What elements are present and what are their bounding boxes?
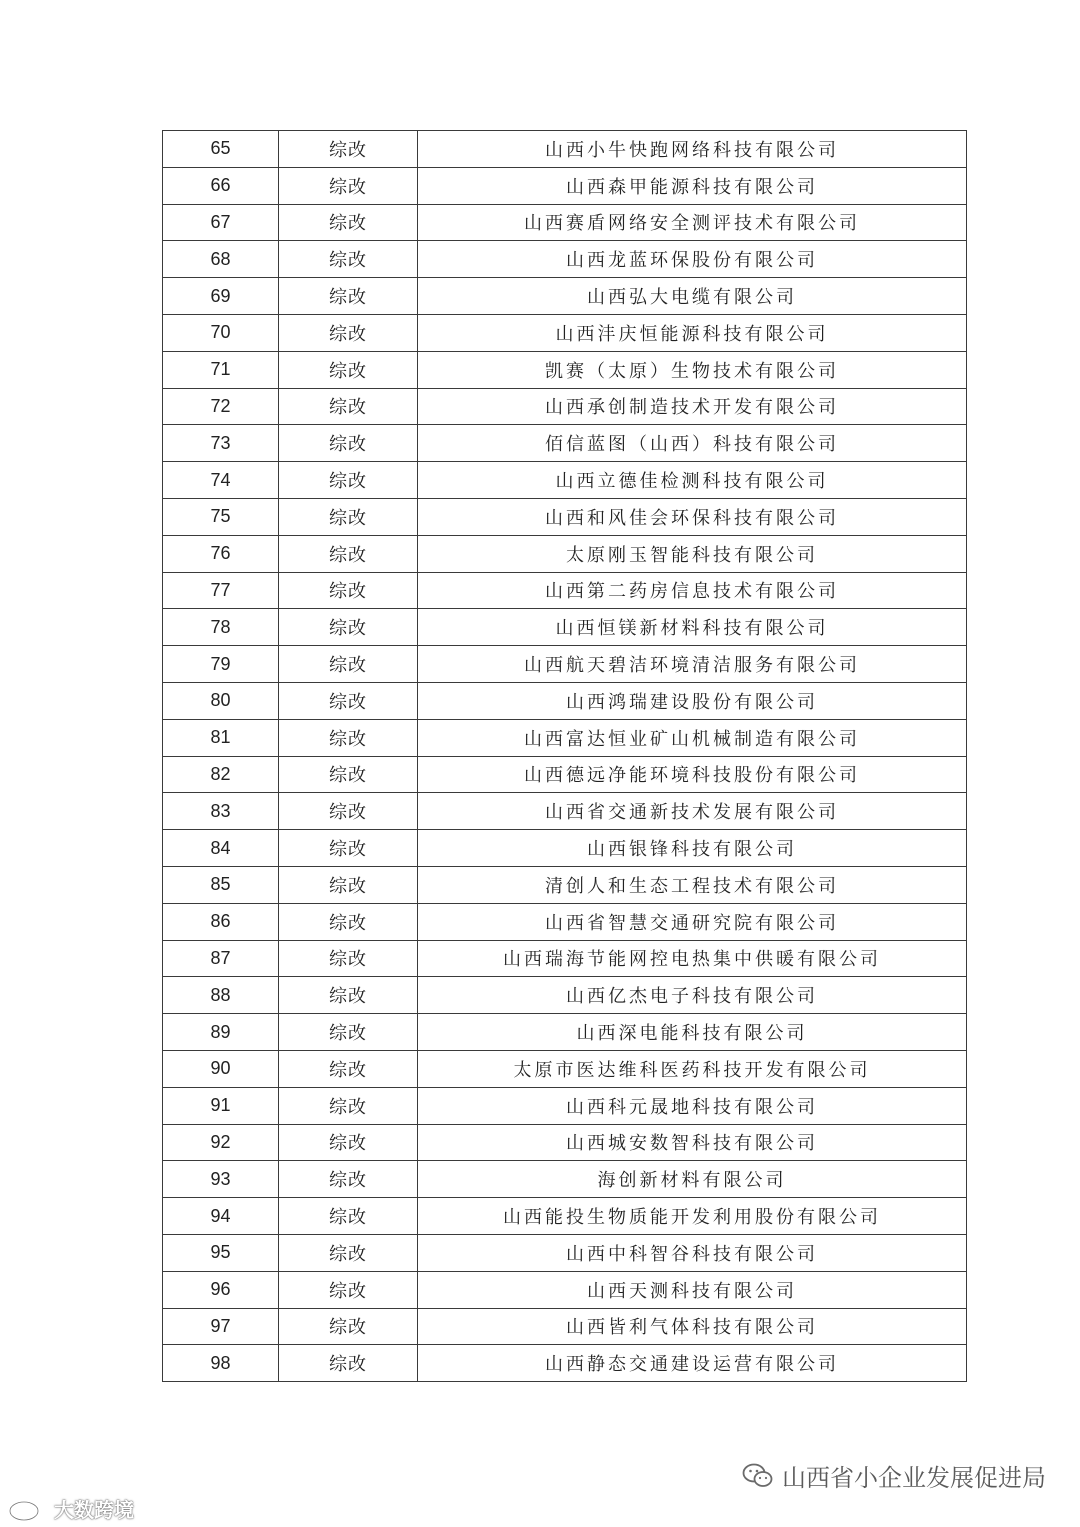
row-number: 97 xyxy=(163,1308,279,1345)
row-category: 综改 xyxy=(279,682,418,719)
table-row xyxy=(163,940,967,977)
row-category: 综改 xyxy=(279,646,418,683)
table-row xyxy=(163,241,967,278)
table-row xyxy=(163,425,967,462)
row-number: 98 xyxy=(163,1345,279,1382)
table-row xyxy=(163,866,967,903)
row-category: 综改 xyxy=(279,1014,418,1051)
row-category: 综改 xyxy=(279,1124,418,1161)
row-company-name: 山西弘大电缆有限公司 xyxy=(418,278,967,315)
row-number: 67 xyxy=(163,204,279,241)
row-category: 综改 xyxy=(279,830,418,867)
table-row xyxy=(163,756,967,793)
row-company-name: 山西龙蓝环保股份有限公司 xyxy=(418,241,967,278)
row-number: 96 xyxy=(163,1271,279,1308)
row-company-name: 清创人和生态工程技术有限公司 xyxy=(418,866,967,903)
row-number: 70 xyxy=(163,314,279,351)
row-company-name: 山西科元晟地科技有限公司 xyxy=(418,1087,967,1124)
table-row xyxy=(163,793,967,830)
row-company-name: 山西深电能科技有限公司 xyxy=(418,1014,967,1051)
row-number: 92 xyxy=(163,1124,279,1161)
row-number: 75 xyxy=(163,498,279,535)
weibo-icon xyxy=(6,1496,50,1522)
table-row xyxy=(163,314,967,351)
table-row xyxy=(163,646,967,683)
row-category: 综改 xyxy=(279,1198,418,1235)
row-category: 综改 xyxy=(279,719,418,756)
table-row xyxy=(163,278,967,315)
row-company-name: 山西瑞海节能网控电热集中供暖有限公司 xyxy=(418,940,967,977)
row-category: 综改 xyxy=(279,1271,418,1308)
row-number: 71 xyxy=(163,351,279,388)
table-row xyxy=(163,1087,967,1124)
row-company-name: 山西森甲能源科技有限公司 xyxy=(418,167,967,204)
table-row xyxy=(163,1345,967,1382)
row-category: 综改 xyxy=(279,425,418,462)
row-company-name: 山西小牛快跑网络科技有限公司 xyxy=(418,131,967,168)
table-row xyxy=(163,977,967,1014)
row-category: 综改 xyxy=(279,866,418,903)
row-category: 综改 xyxy=(279,903,418,940)
row-number: 90 xyxy=(163,1050,279,1087)
row-category: 综改 xyxy=(279,1087,418,1124)
row-company-name: 山西恒镁新材料科技有限公司 xyxy=(418,609,967,646)
row-company-name: 山西立德佳检测科技有限公司 xyxy=(418,462,967,499)
row-number: 87 xyxy=(163,940,279,977)
table-row xyxy=(163,609,967,646)
account-watermark xyxy=(742,1458,1046,1493)
row-company-name: 太原市医达维科医药科技开发有限公司 xyxy=(418,1050,967,1087)
row-number: 91 xyxy=(163,1087,279,1124)
row-number: 84 xyxy=(163,830,279,867)
row-category: 综改 xyxy=(279,351,418,388)
site-watermark xyxy=(6,1494,134,1523)
table-row xyxy=(163,572,967,609)
row-number: 78 xyxy=(163,609,279,646)
table-row xyxy=(163,131,967,168)
row-number: 79 xyxy=(163,646,279,683)
row-company-name: 山西航天碧洁环境清洁服务有限公司 xyxy=(418,646,967,683)
row-category: 综改 xyxy=(279,462,418,499)
row-number: 86 xyxy=(163,903,279,940)
row-category: 综改 xyxy=(279,278,418,315)
row-category: 综改 xyxy=(279,1161,418,1198)
table-row xyxy=(163,830,967,867)
row-company-name: 海创新材料有限公司 xyxy=(418,1161,967,1198)
row-number: 73 xyxy=(163,425,279,462)
row-category: 综改 xyxy=(279,977,418,1014)
row-number: 72 xyxy=(163,388,279,425)
row-category: 综改 xyxy=(279,204,418,241)
row-company-name: 山西亿杰电子科技有限公司 xyxy=(418,977,967,1014)
table-row xyxy=(163,1198,967,1235)
table-row xyxy=(163,1050,967,1087)
table-row xyxy=(163,1308,967,1345)
site-name: 大数跨境 xyxy=(54,1498,134,1522)
table-row xyxy=(163,1161,967,1198)
row-category: 综改 xyxy=(279,167,418,204)
row-company-name: 山西城安数智科技有限公司 xyxy=(418,1124,967,1161)
table-row xyxy=(163,1234,967,1271)
row-category: 综改 xyxy=(279,1345,418,1382)
table-row xyxy=(163,903,967,940)
row-number: 68 xyxy=(163,241,279,278)
row-company-name: 山西德远净能环境科技股份有限公司 xyxy=(418,756,967,793)
row-number: 65 xyxy=(163,131,279,168)
table-row xyxy=(163,535,967,572)
row-category: 综改 xyxy=(279,131,418,168)
row-company-name: 山西天测科技有限公司 xyxy=(418,1271,967,1308)
row-number: 85 xyxy=(163,866,279,903)
row-company-name: 山西富达恒业矿山机械制造有限公司 xyxy=(418,719,967,756)
row-number: 66 xyxy=(163,167,279,204)
row-company-name: 山西银锋科技有限公司 xyxy=(418,830,967,867)
row-company-name: 山西鸿瑞建设股份有限公司 xyxy=(418,682,967,719)
wechat-icon xyxy=(742,1462,774,1490)
row-number: 76 xyxy=(163,535,279,572)
account-name: 山西省小企业发展促进局 xyxy=(782,1464,1046,1492)
row-number: 69 xyxy=(163,278,279,315)
table-row xyxy=(163,204,967,241)
row-category: 综改 xyxy=(279,572,418,609)
row-company-name: 山西赛盾网络安全测评技术有限公司 xyxy=(418,204,967,241)
row-company-name: 太原刚玉智能科技有限公司 xyxy=(418,535,967,572)
table-row xyxy=(163,462,967,499)
row-company-name: 山西第二药房信息技术有限公司 xyxy=(418,572,967,609)
table-row xyxy=(163,351,967,388)
row-number: 80 xyxy=(163,682,279,719)
row-company-name: 山西省智慧交通研究院有限公司 xyxy=(418,903,967,940)
row-number: 88 xyxy=(163,977,279,1014)
row-company-name: 山西中科智谷科技有限公司 xyxy=(418,1234,967,1271)
row-number: 82 xyxy=(163,756,279,793)
row-number: 89 xyxy=(163,1014,279,1051)
row-number: 95 xyxy=(163,1234,279,1271)
table-row xyxy=(163,1271,967,1308)
row-company-name: 山西能投生物质能开发利用股份有限公司 xyxy=(418,1198,967,1235)
row-number: 81 xyxy=(163,719,279,756)
row-category: 综改 xyxy=(279,1308,418,1345)
row-category: 综改 xyxy=(279,388,418,425)
row-company-name: 山西和风佳会环保科技有限公司 xyxy=(418,498,967,535)
row-company-name: 佰信蓝图（山西）科技有限公司 xyxy=(418,425,967,462)
row-company-name: 凯赛（太原）生物技术有限公司 xyxy=(418,351,967,388)
row-category: 综改 xyxy=(279,609,418,646)
row-number: 83 xyxy=(163,793,279,830)
row-company-name: 山西皆利气体科技有限公司 xyxy=(418,1308,967,1345)
row-category: 综改 xyxy=(279,1050,418,1087)
row-category: 综改 xyxy=(279,756,418,793)
company-list-table xyxy=(162,130,967,1382)
row-company-name: 山西承创制造技术开发有限公司 xyxy=(418,388,967,425)
row-number: 93 xyxy=(163,1161,279,1198)
row-category: 综改 xyxy=(279,793,418,830)
row-company-name: 山西沣庆恒能源科技有限公司 xyxy=(418,314,967,351)
table-row xyxy=(163,682,967,719)
table-row xyxy=(163,1124,967,1161)
table-row xyxy=(163,1014,967,1051)
row-company-name: 山西静态交通建设运营有限公司 xyxy=(418,1345,967,1382)
row-category: 综改 xyxy=(279,535,418,572)
row-number: 74 xyxy=(163,462,279,499)
table-row xyxy=(163,498,967,535)
table-row xyxy=(163,167,967,204)
table-row xyxy=(163,719,967,756)
row-category: 综改 xyxy=(279,241,418,278)
row-number: 77 xyxy=(163,572,279,609)
table-body xyxy=(163,131,967,1382)
row-category: 综改 xyxy=(279,1234,418,1271)
row-company-name: 山西省交通新技术发展有限公司 xyxy=(418,793,967,830)
row-number: 94 xyxy=(163,1198,279,1235)
row-category: 综改 xyxy=(279,314,418,351)
row-category: 综改 xyxy=(279,940,418,977)
row-category: 综改 xyxy=(279,498,418,535)
table-row xyxy=(163,388,967,425)
